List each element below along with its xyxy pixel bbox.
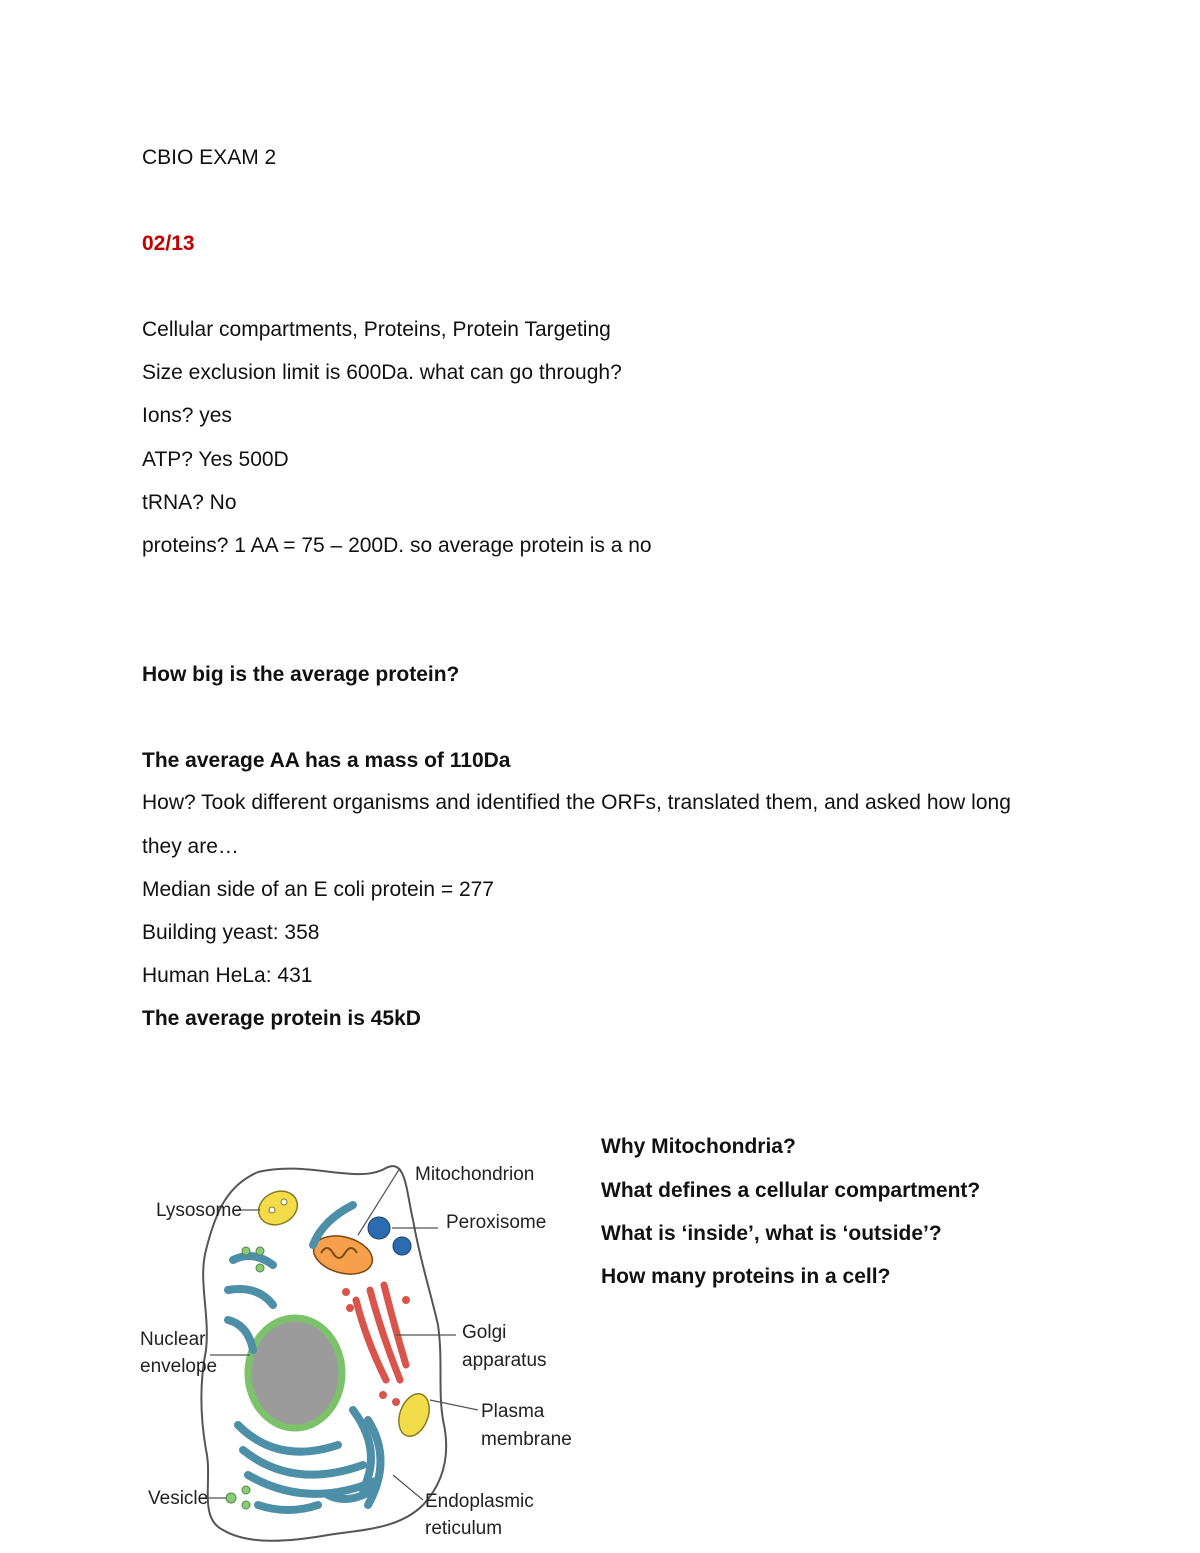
topic-line: Cellular compartments, Proteins, Protein Targeting xyxy=(142,318,611,341)
label-vesicle: Vesicle xyxy=(148,1488,209,1509)
hela-size-line: Human HeLa: 431 xyxy=(142,964,313,987)
label-nuclear: Nuclear xyxy=(140,1329,206,1350)
average-protein-heading: How big is the average protein? xyxy=(142,663,460,686)
label-envelope: envelope xyxy=(140,1356,218,1377)
label-plasma: Plasma xyxy=(481,1401,545,1422)
trna-answer: tRNA? No xyxy=(142,491,237,514)
label-lysosome: Lysosome xyxy=(156,1200,242,1221)
question-inside-outside: What is ‘inside’, what is ‘outside’? xyxy=(601,1222,942,1245)
animal-cell-diagram xyxy=(138,1150,588,1553)
label-membrane: membrane xyxy=(481,1429,572,1450)
label-mitochondrion: Mitochondrion xyxy=(415,1164,535,1185)
atp-answer: ATP? Yes 500D xyxy=(142,448,289,471)
label-apparatus: apparatus xyxy=(462,1350,547,1371)
label-peroxisome: Peroxisome xyxy=(446,1212,547,1233)
nuclear-envelope-shape xyxy=(248,1318,342,1428)
question-protein-count: How many proteins in a cell? xyxy=(601,1265,891,1288)
peroxisome-shape xyxy=(368,1217,390,1239)
ions-answer: Ions? yes xyxy=(142,404,232,427)
lecture-date: 02/13 xyxy=(142,232,195,255)
average-protein-conclusion: The average protein is 45kD xyxy=(142,1007,421,1030)
question-compartment: What defines a cellular compartment? xyxy=(601,1179,981,1202)
label-endoplasmic: Endoplasmic xyxy=(425,1491,534,1512)
method-line-2: they are… xyxy=(142,835,239,858)
ecoli-size-line: Median side of an E coli protein = 277 xyxy=(142,878,494,901)
method-line-1: How? Took different organisms and identified the ORFs, translated them, and asked how long xyxy=(142,791,1011,814)
aa-mass-line: The average AA has a mass of 110Da xyxy=(142,749,511,772)
document-title: CBIO EXAM 2 xyxy=(142,146,277,169)
label-golgi: Golgi xyxy=(462,1322,507,1343)
question-mitochondria: Why Mitochondria? xyxy=(601,1135,796,1158)
size-exclusion-question: Size exclusion limit is 600Da. what can go through? xyxy=(142,361,622,384)
label-reticulum: reticulum xyxy=(425,1518,503,1539)
yeast-size-line: Building yeast: 358 xyxy=(142,921,320,944)
proteins-answer: proteins? 1 AA = 75 – 200D. so average protein is a no xyxy=(142,534,652,557)
